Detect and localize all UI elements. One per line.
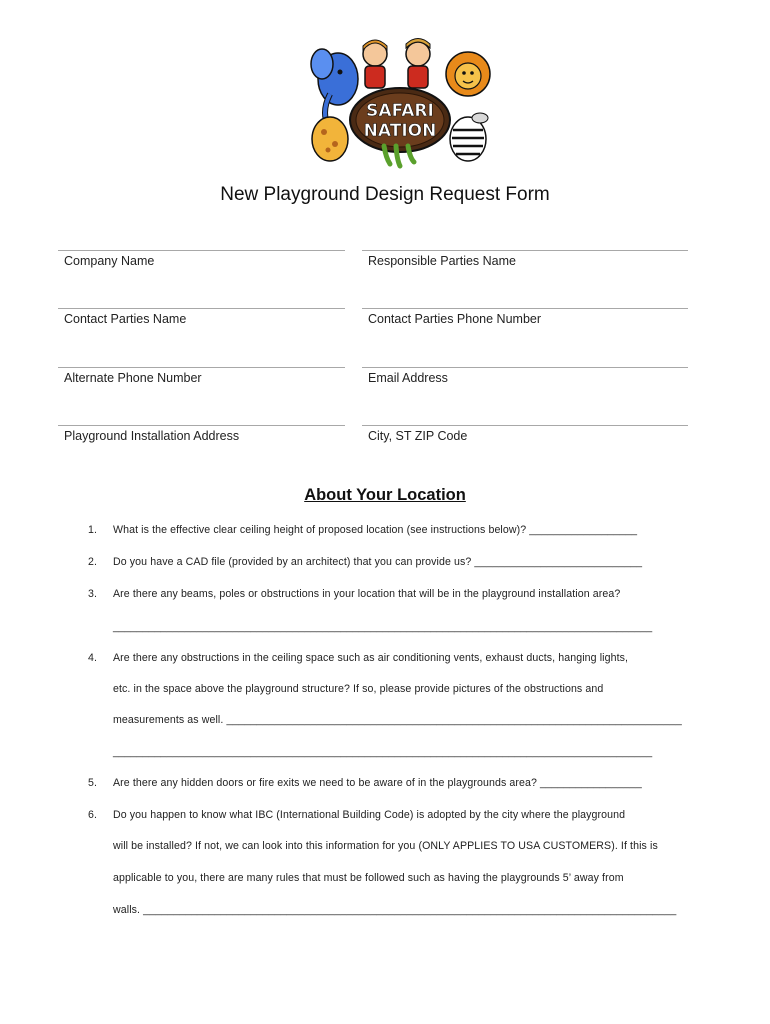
question-text: measurements as well. ____________________________________________________________________________ [113,714,682,726]
lion-icon [446,52,490,96]
answer-line: __________________________________________________________________________________________ [113,621,653,633]
svg-text:NATION: NATION [363,121,437,141]
question-text: walls. _________________________________________________________________________________________ [113,904,677,916]
contact-parties-phone-field[interactable]: Contact Parties Phone Number [362,308,688,338]
about-location-heading: About Your Location [304,486,466,504]
question-number: 6. [88,809,98,821]
question-number: 5. [88,777,98,789]
giraffe-icon [312,117,348,161]
question-text: etc. in the space above the playground structure? If so, please provide pictures of the obstructions and [113,683,604,695]
question-text: Do you have a CAD file (provided by an architect) that you can provide us? ____________________________ [113,556,643,568]
question-number: 2. [88,556,98,568]
kids-icon [363,39,430,89]
safari-nation-logo [300,34,500,174]
question-text: Are there any obstructions in the ceiling space such as air conditioning vents, exhaust ducts, hanging lights, [113,652,629,664]
zebra-icon [450,113,488,161]
company-name-field[interactable]: Company Name [58,250,345,280]
responsible-parties-name-field[interactable]: Responsible Parties Name [362,250,688,280]
answer-line: __________________________________________________________________________________________ [113,746,653,758]
question-number: 4. [88,652,98,664]
question-text: will be installed? If not, we can look into this information for you (ONLY APPLIES TO USA CUSTOMERS). If this is [113,840,658,852]
question-number: 3. [88,588,98,600]
logo-sign [350,88,450,166]
email-address-field[interactable]: Email Address [362,367,688,397]
question-text: Do you happen to know what IBC (International Building Code) is adopted by the city where the playground [113,809,626,821]
question-number: 1. [88,524,98,536]
form-title: New Playground Design Request Form [220,184,550,205]
question-text: What is the effective clear ceiling height of proposed location (see instructions below)? __________________ [113,524,638,536]
question-text: applicable to you, there are many rules that must be followed such as having the playgrounds 5’ away from [113,872,624,884]
alternate-phone-field[interactable]: Alternate Phone Number [58,367,345,397]
question-text: Are there any beams, poles or obstructions in your location that will be in the playground installation area? [113,588,621,600]
contact-parties-name-field[interactable]: Contact Parties Name [58,308,345,338]
question-text: Are there any hidden doors or fire exits we need to be aware of in the playgrounds area? _________________ [113,777,642,789]
svg-text:SAFARI: SAFARI [366,101,434,121]
installation-address-field[interactable]: Playground Installation Address [58,425,345,455]
city-st-zip-field[interactable]: City, ST ZIP Code [362,425,688,455]
